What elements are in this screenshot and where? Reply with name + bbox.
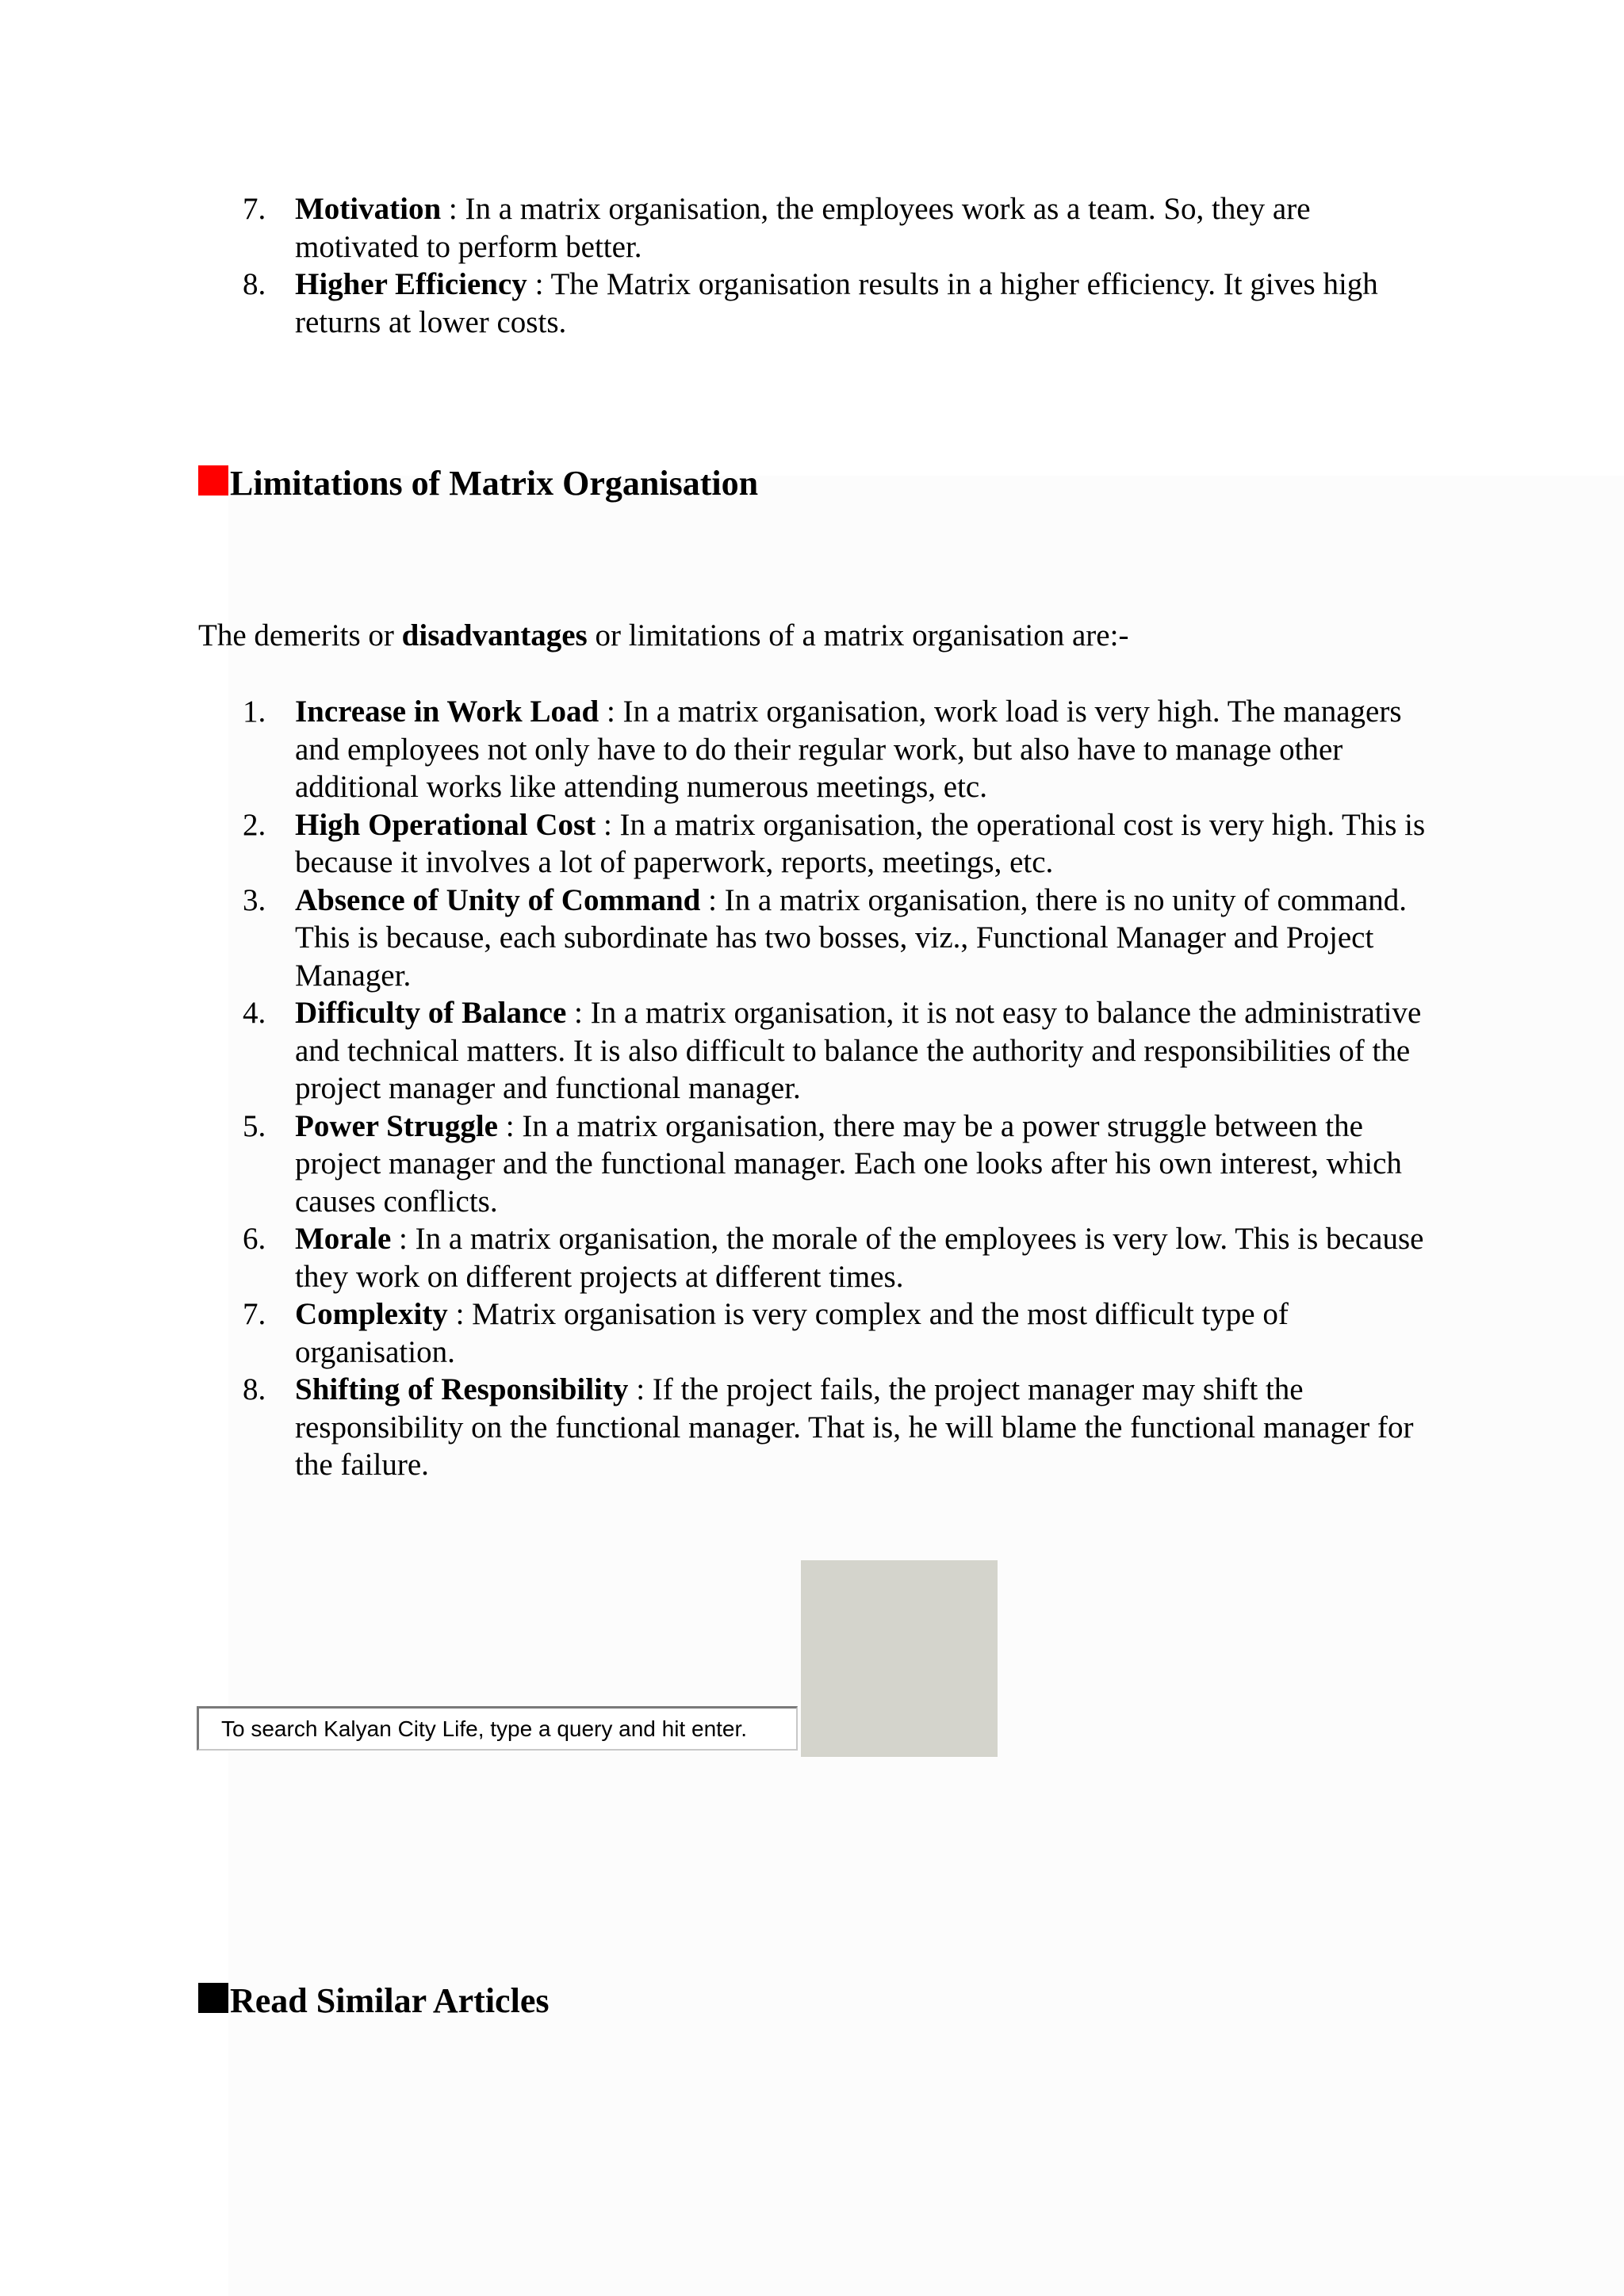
numbered-list [198, 190, 1435, 341]
list-item-term: Shifting of Responsibility [295, 1372, 629, 1406]
list-item-text: : In a matrix organisation, the operational cost is very high. This is because it involves a lot of paperwork, reports, meetings, etc. [295, 807, 1426, 879]
list-item [198, 1108, 1435, 1221]
intro-text-end: or limitations of a matrix organisation are:- [587, 618, 1129, 652]
black-square-bullet-icon [198, 1983, 228, 2013]
intro-text-start: The demerits or [198, 618, 402, 652]
list-item [198, 1295, 1435, 1371]
list-item-text: : In a matrix organisation, it is not easy to balance the administrative and technical matters. It is also difficult to balance the authority and responsibilities of the project manager and functional manager. [295, 996, 1422, 1105]
limitations-list [198, 693, 1435, 1484]
list-item [198, 806, 1435, 882]
list-item-term: Complexity [295, 1297, 448, 1331]
list-item-term: High Operational Cost [295, 807, 596, 842]
list-item-text: : The Matrix organisation results in a higher efficiency. It gives high returns at lower costs. [295, 267, 1378, 339]
list-item-number: 5. [243, 1108, 266, 1143]
red-square-bullet-icon [198, 465, 228, 496]
list-item [198, 882, 1435, 995]
search-button[interactable] [801, 1560, 998, 1757]
list-item-term: Power Struggle [295, 1108, 498, 1143]
list-item-number: 7. [243, 192, 266, 226]
list-item-number: 8. [243, 267, 266, 301]
list-item-text: : In a matrix organisation, there may be a power struggle between the project manager and the functional manager. Each one looks after his own interest, which causes conflicts. [295, 1108, 1402, 1219]
limitations-list-container [198, 693, 1435, 1484]
list-item-term: Motivation [295, 192, 442, 226]
limitations-intro [198, 617, 1128, 655]
list-item-term: Difficulty of Balance [295, 996, 567, 1030]
list-item-text: : In a matrix organisation, work load is very high. The managers and employees not only have to do their regular work, but also have to manage other additional works like attending numerous meetings, etc. [295, 695, 1402, 804]
top-list-container [198, 190, 1435, 341]
list-item [198, 693, 1435, 806]
similar-articles-heading-text: Read Similar Articles [230, 1981, 550, 2020]
list-item [198, 190, 1435, 266]
limitations-heading-text: Limitations of Matrix Organisation [230, 464, 759, 503]
list-item [198, 1220, 1435, 1295]
list-item-text: : In a matrix organisation, there is no unity of command. This is because, each subordinate has two bosses, viz., Functional Manager and Project Manager. [295, 882, 1408, 993]
list-item-number: 6. [243, 1222, 266, 1256]
list-item [198, 994, 1435, 1108]
list-item [198, 266, 1435, 341]
list-item-number: 8. [243, 1372, 266, 1406]
list-item-text: : In a matrix organisation, the morale of the employees is very low. This is because they work on different projects at different times. [295, 1222, 1424, 1294]
list-item-text: : In a matrix organisation, the employees work as a team. So, they are motivated to perform better. [295, 192, 1311, 264]
list-item-number: 2. [243, 807, 266, 842]
list-item-term: Absence of Unity of Command [295, 882, 701, 917]
list-item-number: 3. [243, 882, 266, 917]
limitations-heading [198, 463, 758, 504]
list-item-term: Increase in Work Load [295, 695, 599, 729]
list-item [198, 1371, 1435, 1484]
list-item-term: Higher Efficiency [295, 267, 527, 301]
search-input[interactable]: To search Kalyan City Life, type a query and hit enter. [197, 1706, 798, 1751]
list-item-text: : If the project fails, the project manager may shift the responsibility on the functional manager. That is, he will blame the functional manager for the failure. [295, 1372, 1414, 1482]
list-item-number: 4. [243, 996, 266, 1030]
list-item-text: : Matrix organisation is very complex and the most difficult type of organisation. [295, 1297, 1289, 1369]
intro-bold-term: disadvantages [401, 618, 588, 652]
list-item-number: 7. [243, 1297, 266, 1331]
list-item-term: Morale [295, 1222, 392, 1256]
similar-articles-heading [198, 1980, 549, 2022]
list-item-number: 1. [243, 695, 266, 729]
